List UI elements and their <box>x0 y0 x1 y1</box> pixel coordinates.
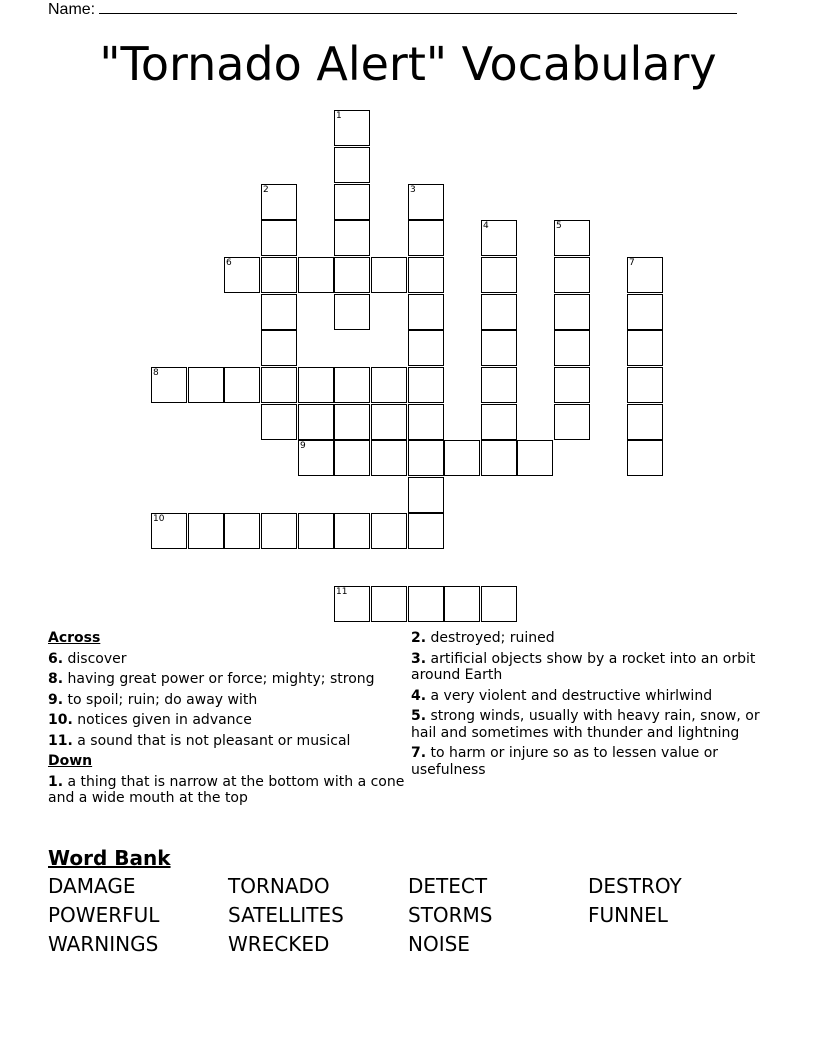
cell[interactable] <box>334 257 370 293</box>
word-bank-item: TORNADO <box>228 874 330 898</box>
cell-5-down[interactable] <box>554 220 590 256</box>
cell[interactable] <box>334 220 370 256</box>
cell[interactable] <box>334 440 370 476</box>
word-bank-item: WRECKED <box>228 932 330 956</box>
word-bank-item: DETECT <box>408 874 488 898</box>
clue-number: 5 <box>556 221 562 231</box>
cell[interactable] <box>334 404 370 440</box>
cell[interactable] <box>298 404 334 440</box>
cell[interactable] <box>481 294 517 330</box>
cell-6-across[interactable] <box>224 257 260 293</box>
cell[interactable] <box>371 257 407 293</box>
cell-7-down[interactable] <box>627 257 663 293</box>
clue-number: 10 <box>153 514 165 524</box>
cell[interactable] <box>627 330 663 366</box>
cell[interactable] <box>261 513 297 549</box>
cell[interactable] <box>261 404 297 440</box>
clue-number: 4 <box>483 221 489 231</box>
word-bank-item: FUNNEL <box>588 903 668 927</box>
cell[interactable] <box>408 513 444 549</box>
cell[interactable] <box>298 513 334 549</box>
cell[interactable] <box>408 330 444 366</box>
clue-number: 8 <box>153 368 159 378</box>
cell[interactable] <box>444 440 480 476</box>
clue-number: 11 <box>336 587 348 597</box>
clue-4-down: 4. a very violent and destructive whirlwind <box>411 687 713 704</box>
cell[interactable] <box>408 477 444 513</box>
cell[interactable] <box>261 294 297 330</box>
clue-7-down: 7. to harm or injure so as to lessen value or usefulness <box>411 745 719 778</box>
word-bank-item: SATELLITES <box>228 903 344 927</box>
clue-number: 7 <box>629 258 635 268</box>
cell[interactable] <box>444 586 480 622</box>
clue-number: 6 <box>226 258 232 268</box>
cell-3-down[interactable] <box>408 184 444 220</box>
clue-1-down: 1. a thing that is narrow at the bottom with a cone and a wide mouth at the top <box>48 773 405 806</box>
cell-9-across[interactable] <box>298 440 334 476</box>
cell[interactable] <box>334 367 370 403</box>
cell[interactable] <box>408 367 444 403</box>
cell[interactable] <box>481 586 517 622</box>
word-bank-item: DESTROY <box>588 874 682 898</box>
cell[interactable] <box>371 440 407 476</box>
clue-3-down: 3. artificial objects show by a rocket into an orbit around Earth <box>411 650 756 683</box>
clue-number: 9 <box>300 441 306 451</box>
cell[interactable] <box>371 367 407 403</box>
cell-2-down[interactable] <box>261 184 297 220</box>
cell-8-across[interactable] <box>151 367 187 403</box>
cell-1-down[interactable] <box>334 110 370 146</box>
word-bank-item: NOISE <box>408 932 470 956</box>
down-heading: Down <box>48 753 93 769</box>
word-bank-item: POWERFUL <box>48 903 160 927</box>
clue-2-down: 2. destroyed; ruined <box>411 630 555 646</box>
across-heading: Across <box>48 630 101 646</box>
cell[interactable] <box>627 367 663 403</box>
clue-number: 3 <box>410 185 416 195</box>
cell[interactable] <box>517 440 553 476</box>
cell[interactable] <box>334 184 370 220</box>
cell[interactable] <box>481 440 517 476</box>
cell[interactable] <box>261 367 297 403</box>
clue-9-across: 9. to spoil; ruin; do away with <box>48 691 258 708</box>
cell[interactable] <box>334 147 370 183</box>
word-bank-item: STORMS <box>408 903 493 927</box>
cell[interactable] <box>261 220 297 256</box>
cell[interactable] <box>554 367 590 403</box>
cell[interactable] <box>188 367 224 403</box>
cell[interactable] <box>408 586 444 622</box>
cell[interactable] <box>224 367 260 403</box>
page-title: "Tornado Alert" Vocabulary <box>99 37 717 91</box>
cell[interactable] <box>334 294 370 330</box>
cell[interactable] <box>408 294 444 330</box>
clue-8-across: 8. having great power or force; mighty; strong <box>48 671 375 687</box>
clue-6-across: 6. discover <box>48 650 127 667</box>
cell[interactable] <box>408 220 444 256</box>
cell[interactable] <box>188 513 224 549</box>
word-bank-heading: Word Bank <box>48 846 171 870</box>
cell[interactable] <box>371 513 407 549</box>
cell[interactable] <box>554 404 590 440</box>
cell[interactable] <box>554 257 590 293</box>
cell[interactable] <box>371 586 407 622</box>
cell[interactable] <box>481 330 517 366</box>
clues-column-right <box>411 630 761 782</box>
cell[interactable] <box>554 330 590 366</box>
name-label: Name: <box>48 1 96 18</box>
cell-10-across[interactable] <box>151 513 187 549</box>
cell-4-down[interactable] <box>481 220 517 256</box>
cell[interactable] <box>481 404 517 440</box>
cell[interactable] <box>224 513 260 549</box>
cell[interactable] <box>408 404 444 440</box>
clue-10-across: 10. notices given in advance <box>48 712 252 728</box>
word-bank-item: WARNINGS <box>48 932 159 956</box>
cell[interactable] <box>261 257 297 293</box>
cell[interactable] <box>627 404 663 440</box>
word-bank <box>48 874 768 956</box>
clue-number: 1 <box>336 111 342 121</box>
cell[interactable] <box>481 257 517 293</box>
clue-11-across: 11. a sound that is not pleasant or musical <box>48 732 351 749</box>
cell[interactable] <box>627 294 663 330</box>
cell[interactable] <box>408 257 444 293</box>
cell[interactable] <box>298 257 334 293</box>
clue-5-down: 5. strong winds, usually with heavy rain, snow, or hail and sometimes with thunder and lightning <box>411 708 760 741</box>
clues-column-left <box>48 630 408 811</box>
cell[interactable] <box>554 294 590 330</box>
cell[interactable] <box>627 440 663 476</box>
cell[interactable] <box>481 367 517 403</box>
cell[interactable] <box>371 404 407 440</box>
cell[interactable] <box>334 513 370 549</box>
cell-11-across[interactable] <box>334 586 370 622</box>
cell[interactable] <box>298 367 334 403</box>
cell[interactable] <box>261 330 297 366</box>
clue-number: 2 <box>263 185 269 195</box>
word-bank-item: DAMAGE <box>48 874 136 898</box>
cell[interactable] <box>408 440 444 476</box>
